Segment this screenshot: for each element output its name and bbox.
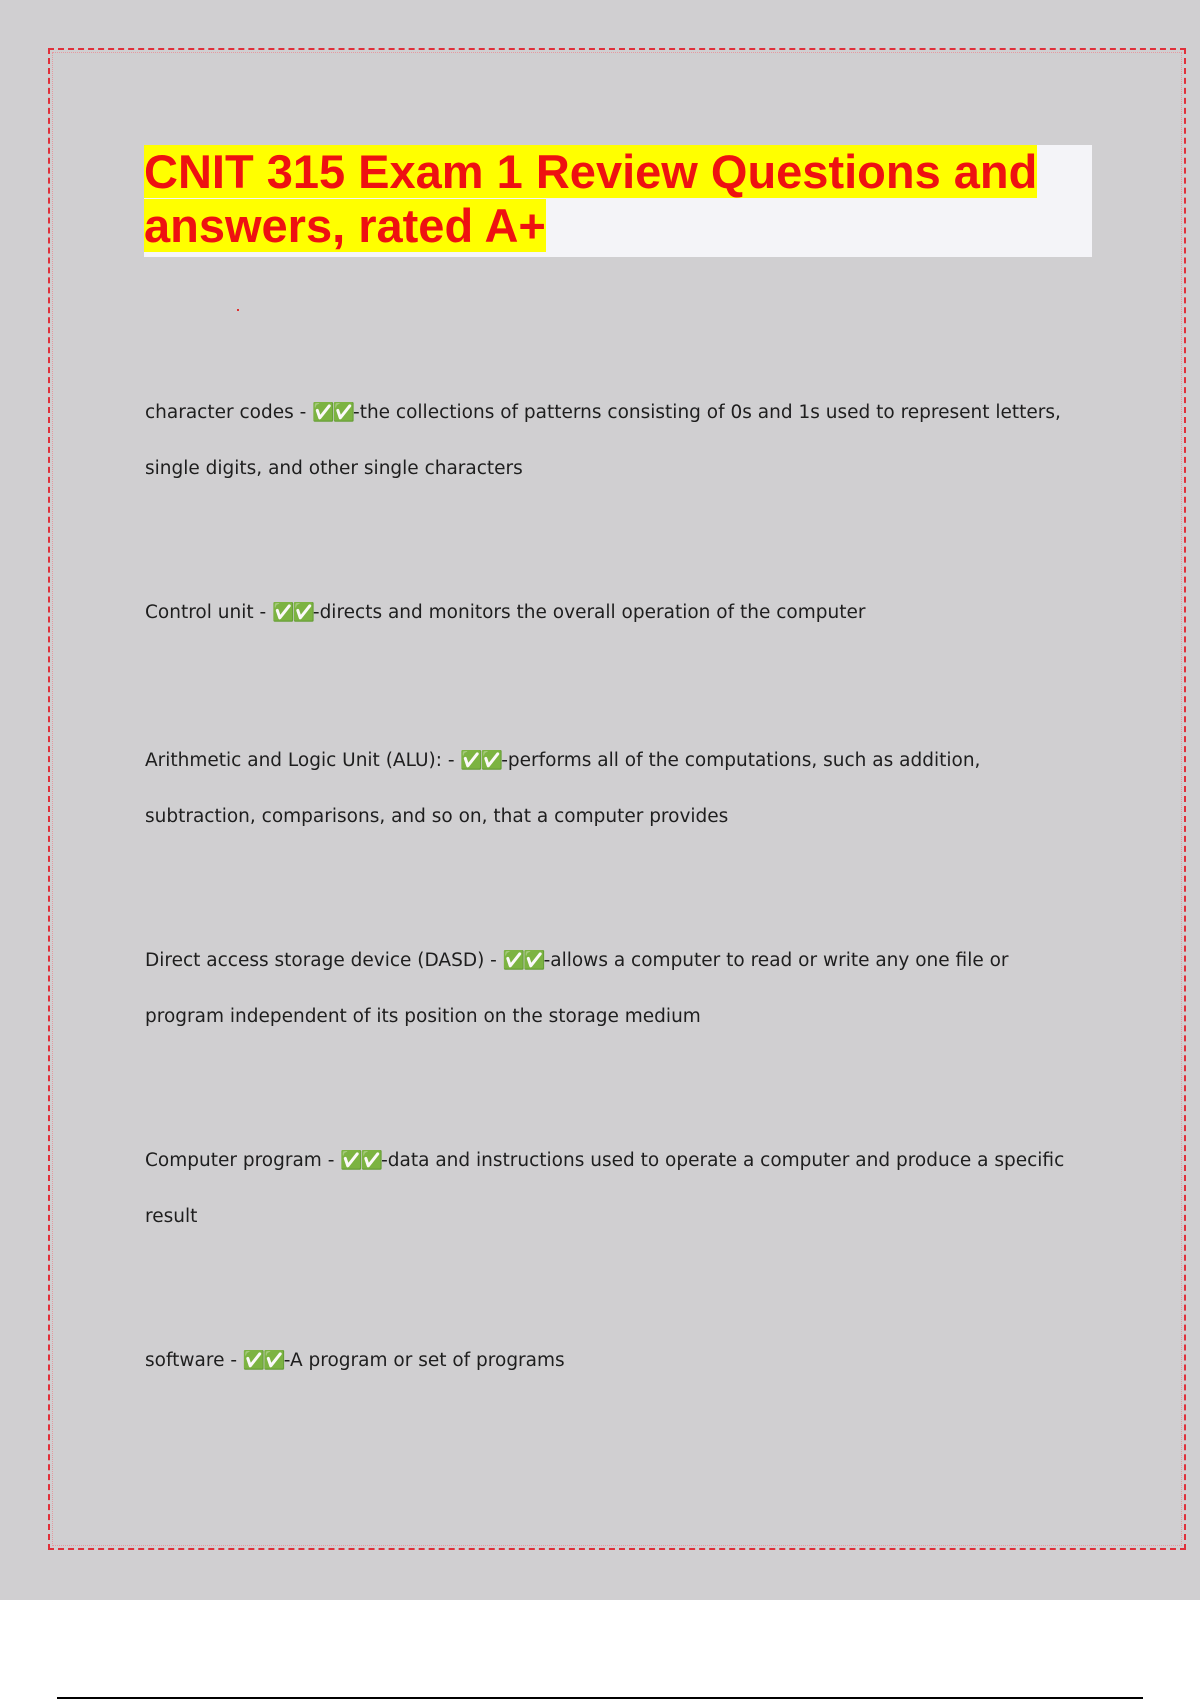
entry-term: Direct access storage device (DASD) — [145, 950, 485, 971]
entry-computer-program: Computer program - ✅✅-data and instructions used to operate a computer and produce a specific result — [145, 1150, 1065, 1227]
entry-term: software — [145, 1350, 225, 1371]
entry-definition: data and instructions used to operate a computer and produce a specific result — [145, 1150, 1065, 1227]
double-check-icon: ✅✅ — [272, 602, 313, 623]
entry-definition: performs all of the computations, such as addition, subtraction, comparisons, and so on, that a computer provides — [145, 750, 981, 827]
entry-definition: directs and monitors the overall operation of the computer — [319, 602, 866, 623]
double-check-icon: ✅✅ — [340, 1150, 382, 1171]
entry-software: software - ✅✅-A program or set of programs — [145, 1350, 565, 1371]
entry-dasd: Direct access storage device (DASD) - ✅✅-allows a computer to read or write any one file or program independent of its position on the storage medium — [145, 950, 1009, 1027]
entry-term: Arithmetic and Logic Unit (ALU): — [145, 750, 442, 771]
document-title — [144, 145, 1084, 253]
title-line-2: answers, rated A+ — [144, 199, 546, 252]
double-check-icon: ✅✅ — [460, 750, 502, 771]
double-check-icon: ✅✅ — [502, 950, 544, 971]
double-check-icon: ✅✅ — [312, 402, 353, 423]
entry-definition: the collections of patterns consisting of 0s and 1s used to represent letters, single digits, and other single characters — [145, 402, 1061, 479]
footer-divider — [57, 1697, 1143, 1699]
entry-term: character codes — [145, 402, 294, 423]
stray-mark — [237, 309, 239, 311]
entry-term: Control unit — [145, 602, 254, 623]
entry-term: Computer program — [145, 1150, 322, 1171]
entry-character-codes: character codes - ✅✅-the collections of patterns consisting of 0s and 1s used to represent letters, single digits, and other single characters — [145, 402, 1061, 479]
double-check-icon: ✅✅ — [242, 1350, 284, 1371]
entry-control-unit: Control unit - ✅✅-directs and monitors the overall operation of the computer — [145, 602, 866, 623]
title-line-1: CNIT 315 Exam 1 Review Questions and — [144, 145, 1038, 198]
entry-alu: Arithmetic and Logic Unit (ALU): - ✅✅-performs all of the computations, such as addition, subtraction, comparisons, and so on, that a computer provides — [145, 750, 981, 827]
entry-definition: allows a computer to read or write any one file or program independent of its position on the storage medium — [145, 950, 1009, 1027]
entry-definition: A program or set of programs — [290, 1350, 565, 1371]
